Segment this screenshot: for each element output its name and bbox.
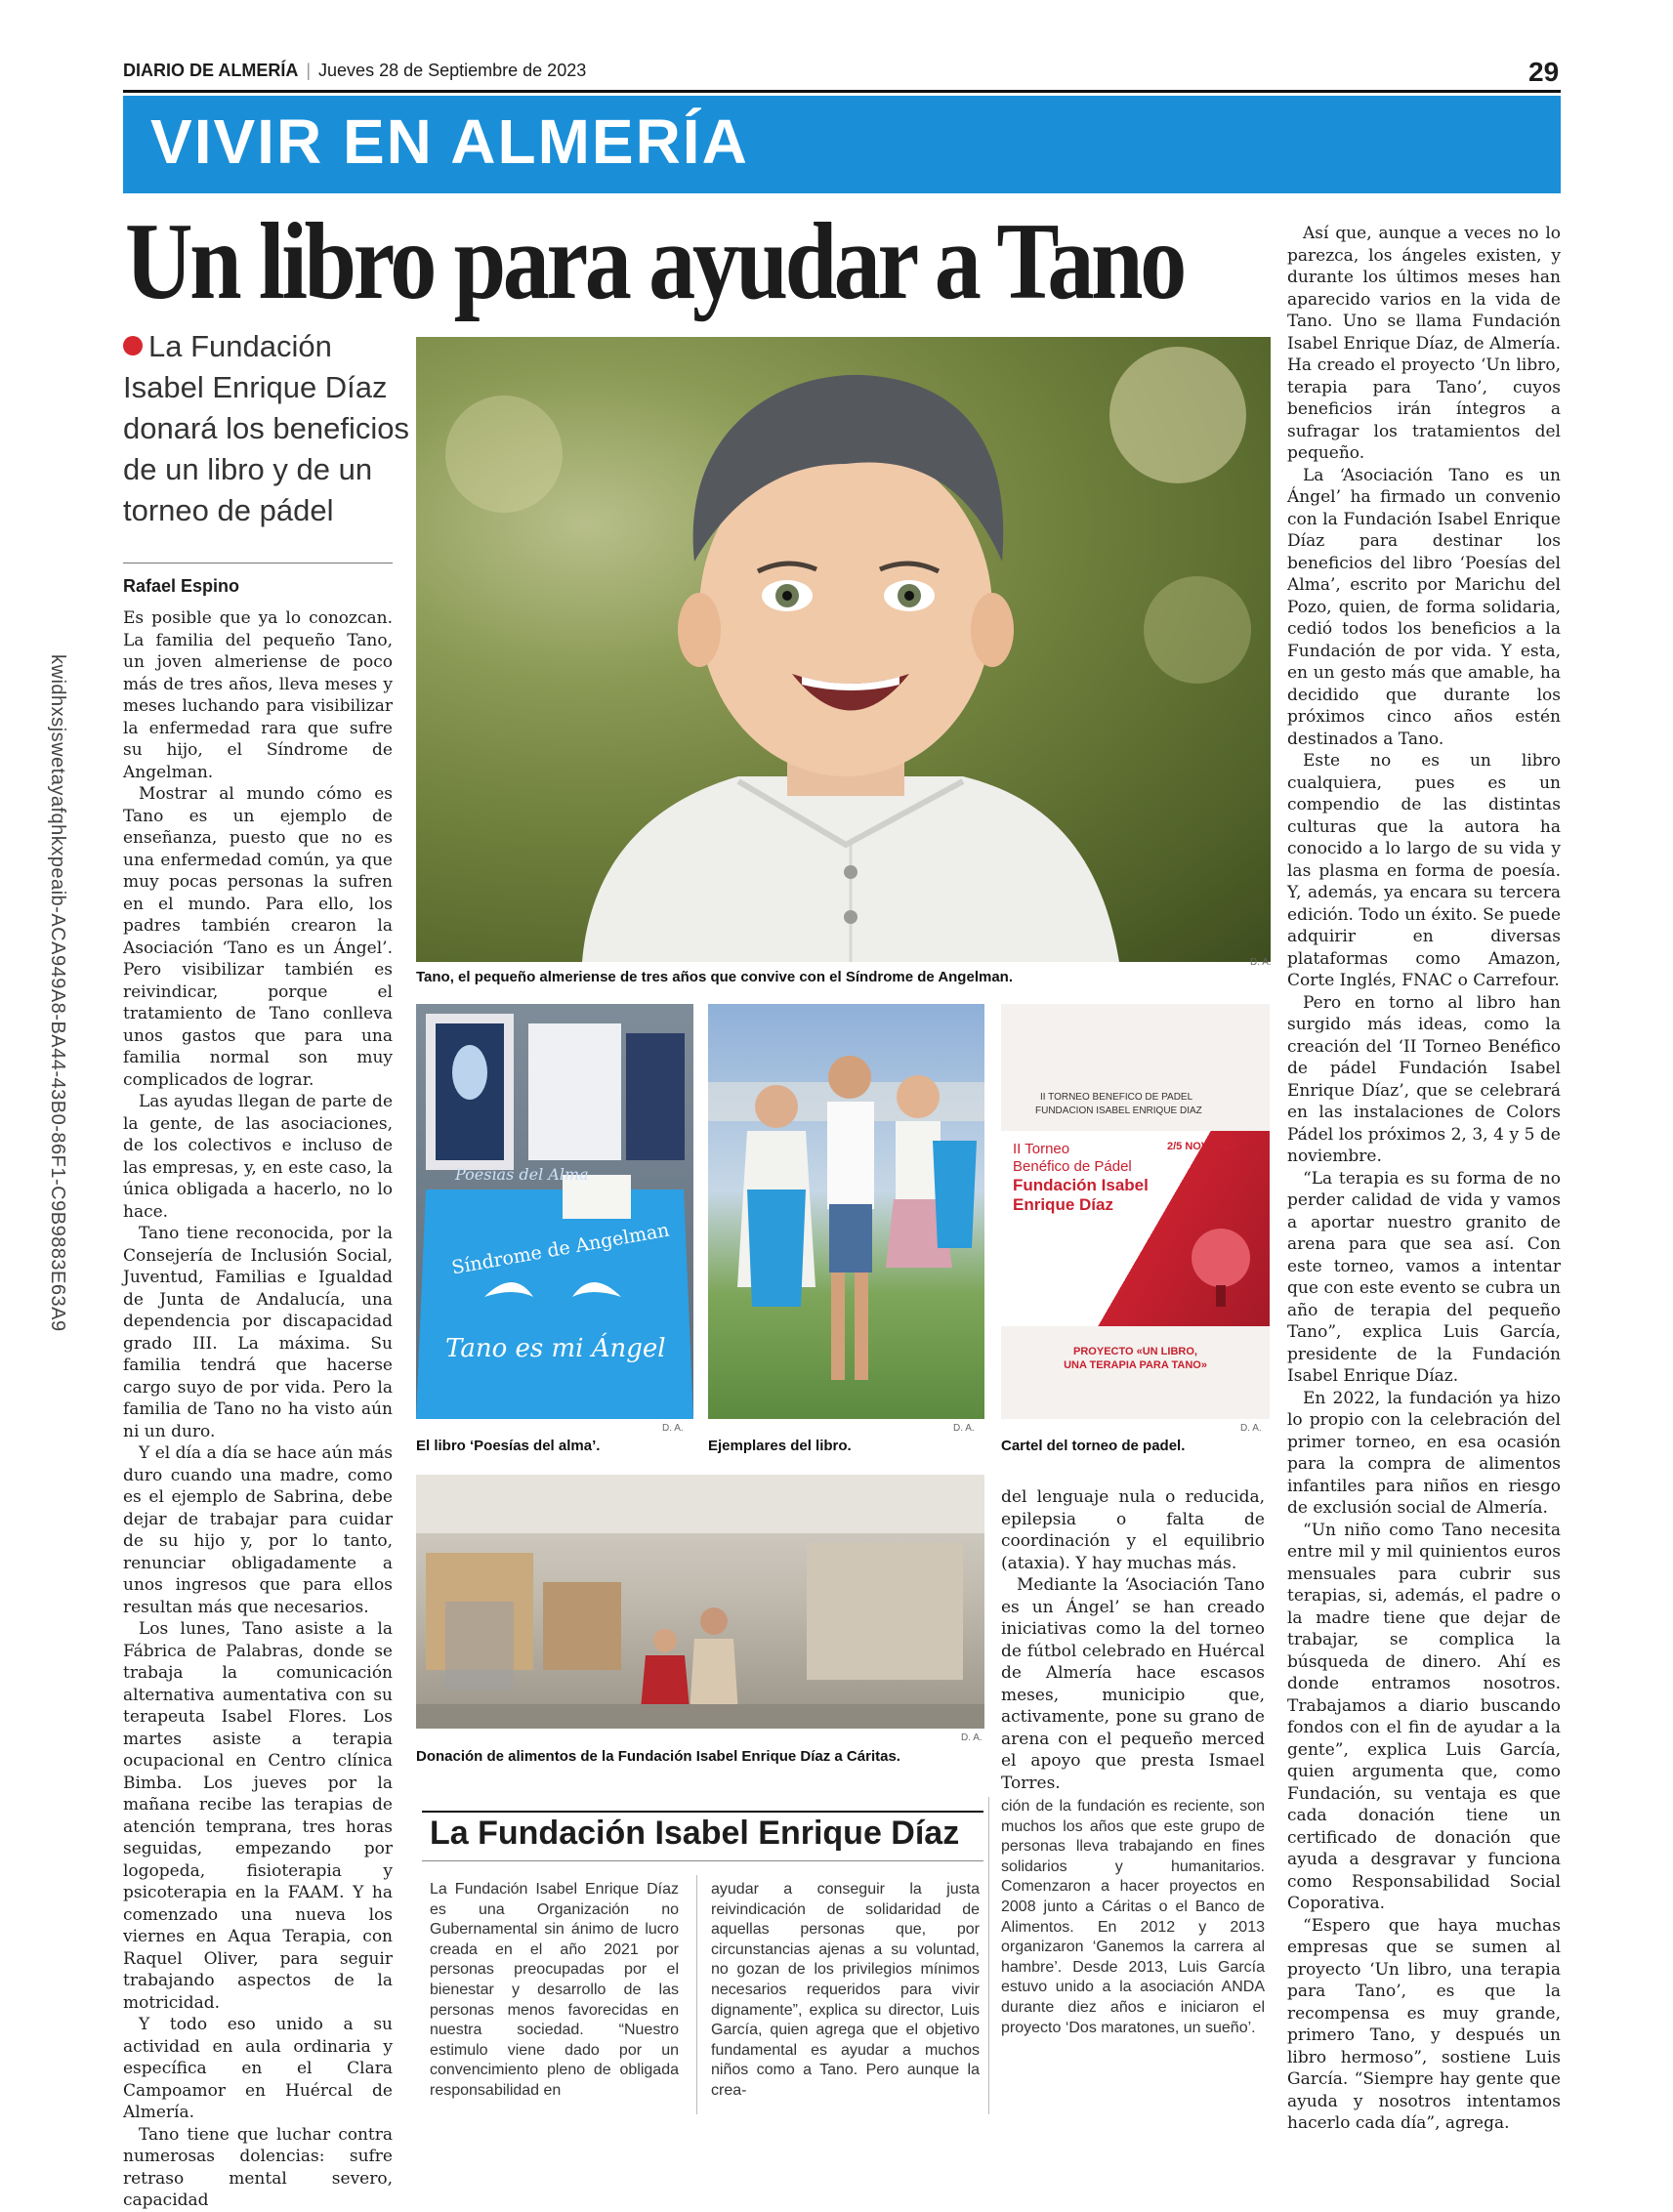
- sidebar-column-2: ayudar a conseguir la justa reivindicación de solidaridad de aquellas personas que, por circunstancias ajenas a su voluntad, no gozan de los privilegios mínimos necesarios requeridos para vivir dignamente”, explica su director, Luis García, quien agrega que el objetivo fundamental es ayudar a muchos niños como a Tano. Pero aunque la crea-: [711, 1881, 980, 2099]
- photo-credit: D. A.: [953, 1423, 975, 1434]
- boy-illustration: [416, 337, 1271, 962]
- newspaper-name: DIARIO DE ALMERÍA: [123, 61, 299, 80]
- deck: [123, 326, 416, 531]
- deck-text: La Fundación Isabel Enrique Díaz donará los beneficios de un libro y de un torneo de pádel: [123, 329, 409, 527]
- people-illustration: [708, 1004, 984, 1419]
- poster-big-2: Benéfico de Pádel: [1013, 1158, 1132, 1175]
- book-photo-caption: El libro ‘Poesías del alma’.: [416, 1438, 601, 1454]
- poster-project-2: UNA TERAPIA PARA TANO»: [1064, 1359, 1207, 1371]
- poster-project-1: PROYECTO «UN LIBRO,: [1073, 1346, 1197, 1357]
- sidebar-divider: [696, 1875, 697, 2114]
- poster-photo: [1001, 1004, 1270, 1419]
- sidebar-title: La Fundación Isabel Enrique Díaz: [430, 1815, 960, 1852]
- article-column-middle: [1001, 1486, 1265, 1794]
- issue-date: Jueves 28 de Septiembre de 2023: [318, 61, 587, 80]
- paragraph: Así que, aunque a veces no lo parezca, los ángeles existen, y durante los últimos meses han aparecido varios en la vida de Tano. Uno se llama Fundación Isabel Enrique Díaz, de Almería. Ha creado el proyecto ‘Un libro, terapia para Tano’, cuyos beneficios irán íntegros a sufragar los tratamientos del pequeño.: [1287, 224, 1561, 463]
- paragraph: Tano tiene reconocida, por la Consejería de Inclusión Social, Juventud, Familias e Igualdad de Junta de Andalucía, una dependencia por discapacidad grado III. La máxima. Su familia tendrá que hacerse cargo suyo de por vida. Pero la familia de Tano no ha visto aún ni un duro.: [123, 1224, 393, 1441]
- donation-photo-caption: Donación de alimentos de la Fundación Isabel Enrique Díaz a Cáritas.: [416, 1748, 900, 1765]
- photo-credit: D. A.: [662, 1423, 684, 1434]
- paragraph: del lenguaje nula o reducida, epilepsia o falta de coordinación y el equilibrio (ataxia). Y hay muchas más.: [1001, 1487, 1265, 1573]
- poster-line-1: II TORNEO BENEFICO DE PADEL: [1040, 1092, 1193, 1103]
- sidebar-divider: [988, 1797, 989, 2114]
- paragraph: Y el día a día se hace aún más duro cuando una madre, como es el ejemplo de Sabrina, debe dejar de trabajar para cuidar de su hijo y, por lo tanto, renunciar obligadamente a unos ingresos que para ellos resultan más que necesarios.: [123, 1443, 393, 1617]
- warehouse-illustration: [416, 1475, 984, 1729]
- bag-text-syndrome: Síndrome de Angelman: [449, 1219, 671, 1279]
- bag-text-angel: Tano es mi Ángel: [445, 1334, 666, 1363]
- article-column-1: [123, 607, 393, 2212]
- paragraph: La ‘Asociación Tano es un Ángel’ ha firmado un convenio con la Fundación Isabel Enrique Díaz para destinar los beneficios del libro ‘Poesías del Alma’, escrito por Marichu del Pozo, quien, de forma solidaria, cedió todos los beneficios a la Fundación de por vida. Y esta, en un gesto más que amable, ha decidido que durante los próximos cinco años estén destinados a Tano.: [1287, 465, 1561, 749]
- paragraph: Este no es un libro cualquiera, pues es un compendio de las distintas culturas que la autora ha conocido a lo largo de su vida y las plasma en forma de poesía. Y, además, ya encara su tercera edición. Todo un éxito. Se puede adquirir en diversas plataformas como Amazon, Corte Inglés, FNAC o Carrefour.: [1287, 751, 1562, 990]
- sidebar-top-rule: [422, 1811, 983, 1813]
- headline: Un libro para ayudar a Tano: [125, 201, 1184, 322]
- paragraph: Es posible que ya lo conozcan. La familia del pequeño Tano, un joven almeriense de poco más de tres años, lleva meses y meses luchando para visibilizar la enfermedad rara que sufre su hijo, el Síndrome de Angelman.: [123, 608, 393, 782]
- byline: Rafael Espino: [123, 576, 240, 596]
- paragraph: En 2022, la fundación ya hizo lo propio con la celebración del primer torneo, en esa ocasión para la compra de alimentos infantiles para niños en riesgo de exclusión social de Almería.: [1287, 1388, 1561, 1518]
- poster-big-4: Enrique Díaz: [1013, 1195, 1113, 1214]
- paragraph: Mostrar al mundo cómo es Tano es un ejemplo de enseñanza, puesto que no es una enfermedad común, ya que muy pocas personas la sufren en el mundo. Para ello, los padres también crearon la Asociación ‘Tano es un Ángel’. Pero visibilizar también es reivindicar, porque el tratamiento de Tano conlleva unos gastos que para una familia normal son muy complicados de lograr.: [123, 784, 393, 1090]
- donation-photo: [416, 1475, 984, 1729]
- sidebar-title-rule: [422, 1860, 983, 1861]
- paragraph: Tano tiene que luchar contra numerosas dolencias: sufre retraso mental severo, capacidad: [123, 2124, 393, 2210]
- poster-line-2: FUNDACION ISABEL ENRIQUE DIAZ: [1035, 1106, 1202, 1116]
- copies-photo-caption: Ejemplares del libro.: [708, 1438, 852, 1454]
- main-photo: [416, 337, 1271, 962]
- poster-date: 2/5 NOV 2023: [1167, 1141, 1235, 1152]
- page-number: 29: [1528, 57, 1560, 87]
- poster-big-1: II Torneo: [1013, 1141, 1070, 1157]
- book-photo: [416, 1004, 693, 1419]
- copies-photo: [708, 1004, 984, 1419]
- page-header: DIARIO DE ALMERÍA | Jueves 28 de Septiembre de 2023: [123, 61, 587, 80]
- side-tracking-code: [39, 654, 78, 1533]
- paragraph: Pero en torno al libro han surgido más ideas, como la creación del ‘II Torneo Benéfico de pádel Fundación Isabel Enrique Díaz’, que se celebrará en las instalaciones de Colors Pádel los próximos 2, 3, 4 y 5 de noviembre.: [1287, 992, 1561, 1166]
- article-column-right: [1287, 223, 1561, 2135]
- side-code-text: kwidhxsjswetayafqhkxpeaib-ACA949A8-BA44-43B0-86F1-C9B9883E63A9: [47, 654, 68, 1332]
- photo-credit: D. A.: [1240, 1423, 1262, 1434]
- sidebar-column-3: ción de la fundación es reciente, son muchos los años que este grupo de personas lleva trabajando en fines solidarios y humanitarios. Comenzaron a hacer proyectos en 2008 junto a Cáritas o el Banco de Alimentos. En 2012 y 2013 organizaron ‘Ganemos la carrera al hambre’. Desde 2013, Luis García estuvo unido a la asociación ANDA durante diez años e iniciaron el proyecto ‘Dos maratones, un sueño’.: [1001, 1798, 1265, 2036]
- photo-credit: D. A.: [961, 1732, 983, 1743]
- paragraph: Los lunes, Tano asiste a la Fábrica de Palabras, donde se trabaja la comunicación alternativa aumentativa con su terapeuta Isabel Flores. Los martes asiste a terapia ocupacional en Centro clínica Bimba. Los jueves por la mañana recibe las terapias de atención temprana, tres horas seguidas, empezando por logopeda, fisioterapia y psicoterapia en la FAAM. Y ha comenzado una nueva los viernes en Aqua Terapia, con Raquel Oliver, para seguir trabajando aspectos de la motricidad.: [123, 1619, 393, 2013]
- section-title: VIVIR EN ALMERÍA: [150, 106, 749, 177]
- paragraph: “Un niño como Tano necesita entre mil y mil quinientos euros mensuales para cubrir sus terapias, si, además, el padre o la madre tiene que dejar de trabajar, se complica la búsqueda de dinero. Ahí es donde entramos nosotros. Trabajamos a diario buscando fondos con el fin de ayudar a la gente”, explica Luis García, quien argumenta que, como Fundación, su ventaja es que cada donación tiene un certificado de donación que ayuda a desgravar y funciona como Responsabilidad Social Coporativa.: [1287, 1520, 1561, 1913]
- photo-credit: D. A.: [1250, 957, 1272, 968]
- poster-photo-caption: Cartel del torneo de padel.: [1001, 1438, 1186, 1454]
- paragraph: Las ayudas llegan de parte de la gente, de las asociaciones, de los colectivos e incluso de las empresas, y, en este caso, la única obligada a hacerlo, no lo hace.: [123, 1092, 393, 1222]
- main-photo-caption: Tano, el pequeño almeriense de tres años que convive con el Síndrome de Angelman.: [416, 969, 1013, 985]
- header-rule: [123, 90, 1561, 93]
- bullet-dot-icon: [123, 336, 143, 355]
- book-title-text: Poesías del Alma: [455, 1165, 589, 1184]
- poster-big-3: Fundación Isabel: [1013, 1176, 1149, 1194]
- sidebar-column-1: La Fundación Isabel Enrique Díaz es una Organización no Gubernamental sin ánimo de lucro creada en el año 2021 por personas preocupadas por el bienestar y desarrollo de las personas menos favorecidas en nuestra sociedad. “Nuestro estimulo viene dado por un convencimiento pleno de obligada responsabilidad en: [430, 1881, 679, 2099]
- section-band: [123, 96, 1561, 193]
- paragraph: “La terapia es su forma de no perder calidad de vida y vamos a aportar nuestro granito de arena para que sea así. Con este torneo, vamos a intentar que con este evento se cubra un año de terapia del pequeño Tano”, explica Luis García, presidente de la Fundación Isabel Enrique Díaz.: [1287, 1168, 1561, 1386]
- paragraph: Y todo eso unido a su actividad en aula ordinaria y específica en el Clara Campoamor en Huércal de Almería.: [123, 2015, 393, 2122]
- paragraph: “Espero que haya muchas empresas que se sumen al proyecto ‘Un libro, una terapia para Tano’, es que la recompensa es muy grande, primero Tano, y después un libro hermoso”, sostiene Luis García. “Siempre hay gente que ayuda y nosotros intentamos hacerlo cada día”, agrega.: [1287, 1915, 1561, 2133]
- padel-racket-icon: [1177, 1219, 1265, 1307]
- paragraph: Mediante la ‘Asociación Tano es un Ángel’ se han creado iniciativas como la del torneo de fútbol celebrado en Huércal de Almería hace escasos meses, municipio que, activamente, pone su grano de arena con el pequeño merced el apoyo que presta Ismael Torres.: [1001, 1575, 1265, 1793]
